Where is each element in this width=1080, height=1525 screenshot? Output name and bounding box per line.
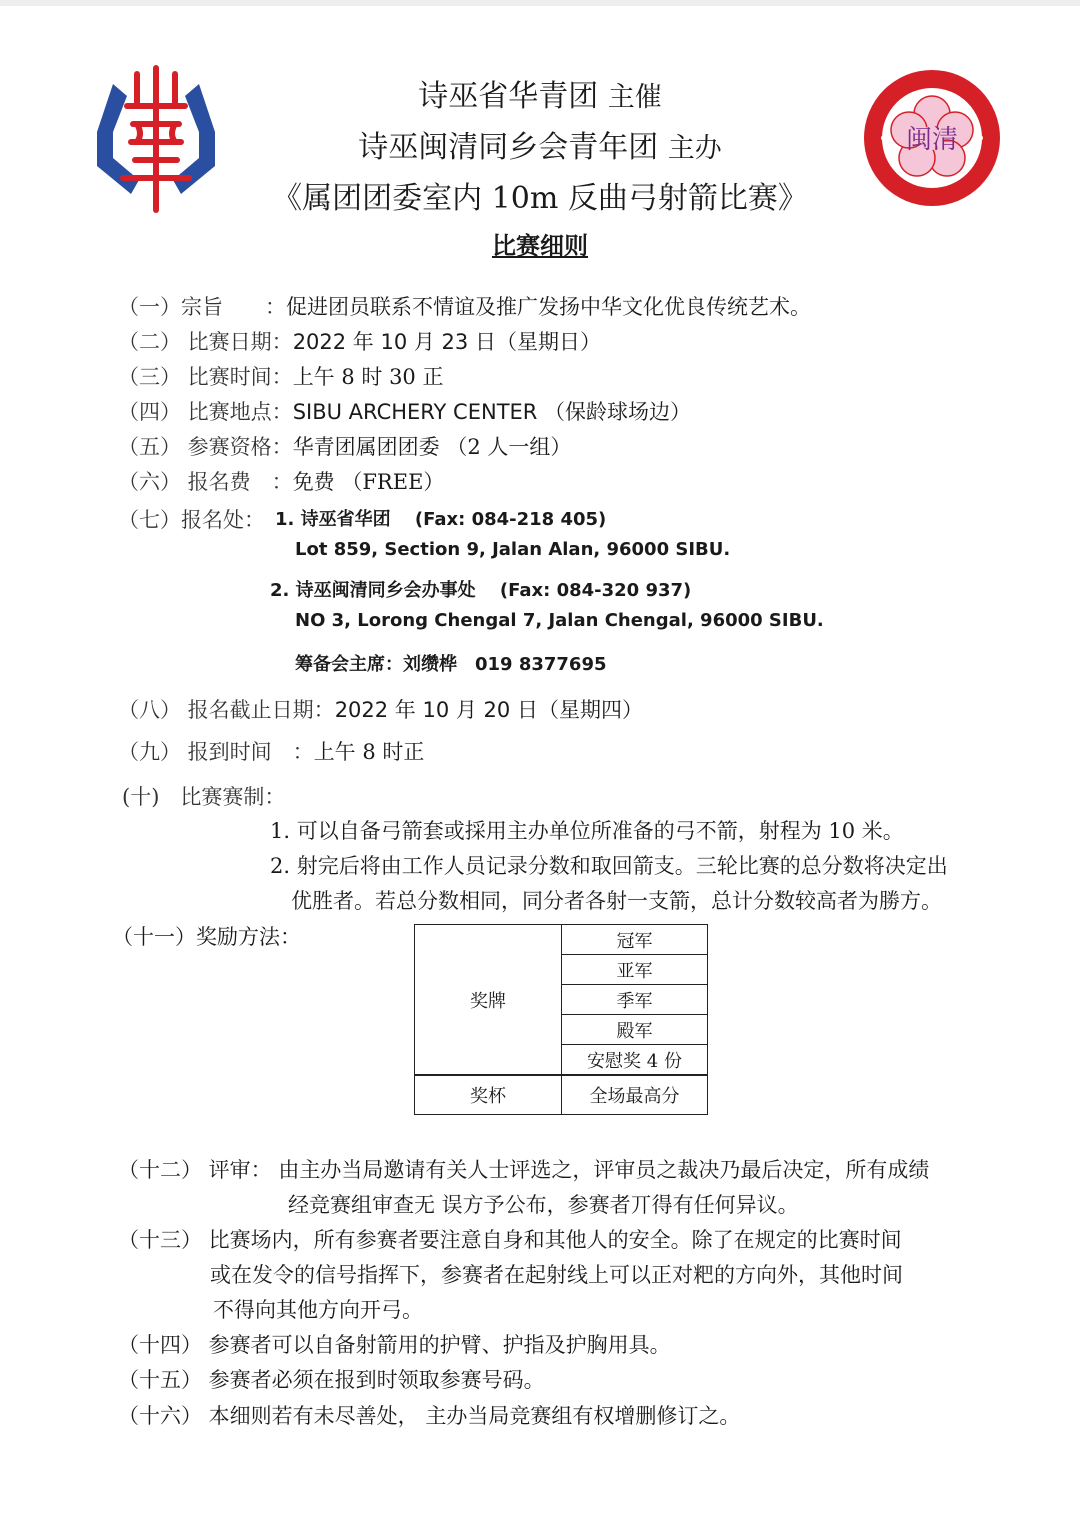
table-row	[415, 925, 708, 955]
document-header	[220, 72, 860, 224]
award-cell: 冠军	[562, 925, 708, 955]
award-cell: 殿军	[562, 1015, 708, 1045]
minqing-association-logo-icon	[862, 68, 1002, 208]
award-cell: 安慰奖 4 份	[562, 1045, 708, 1076]
item-equipment: （十四） 参赛者可以自备射箭用的护臂、护指及护胸用具。	[118, 1333, 671, 1357]
item-venue: （四） 比赛地点：SIBU ARCHERY CENTER （保龄球场边）	[118, 400, 692, 424]
item-awards-label: （十一）奖励方法：	[112, 925, 301, 949]
header-line-organizer: 诗巫省华青团 主催	[418, 79, 662, 114]
registration-address-1: Lot 859, Section 9, Jalan Alan, 96000 SIBU.	[295, 539, 731, 560]
award-cell: 季军	[562, 985, 708, 1015]
item-fee: （六） 报名费 ：免费 （FREE）	[118, 470, 445, 494]
registration-location-1: 1. 诗巫省华团 (Fax: 084-218 405)	[275, 509, 607, 530]
item-purpose: （一）宗旨 ：促进团员联系不情谊及推广发扬中华文化优良传统艺术。	[118, 295, 811, 319]
header-line-host: 诗巫闽清同乡会青年团 主办	[358, 130, 722, 165]
table-row	[415, 1075, 708, 1115]
registration-location-2: 2. 诗巫闽清同乡会办事处 (Fax: 084-320 937)	[270, 580, 692, 601]
item-registration-label: （七）报名处：	[118, 508, 265, 532]
committee-chair: 筹备会主席：刘缵桦 019 8377695	[295, 654, 607, 675]
header-line-event-title: 《属团团委室内 10m 反曲弓射箭比赛》	[272, 181, 808, 216]
item-checkin: （九） 报到时间 ：上午 8 时正	[118, 740, 425, 764]
item-safety-cont-1: 或在发令的信号指挥下，参赛者在起射线上可以正对粑的方向外，其他时间	[210, 1263, 903, 1287]
item-judging: （十二） 评审： 由主办当局邀请有关人士评选之，评审员之裁决乃最后决定，所有成绩	[118, 1158, 930, 1182]
item-safety: （十三） 比赛场内，所有参赛者要注意自身和其他人的安全。除了在规定的比赛时间	[118, 1228, 902, 1252]
item-safety-cont-2: 不得向其他方向开弓。	[213, 1298, 423, 1322]
item-time: （三） 比赛时间：上午 8 时 30 正	[118, 365, 444, 389]
award-cell: 亚军	[562, 955, 708, 985]
awards-table	[414, 924, 708, 1115]
page-subtitle: 比赛细则	[492, 232, 588, 260]
logo-center-text: 闽清	[905, 125, 959, 155]
medal-category: 奖牌	[415, 925, 562, 1076]
format-rule-1: 1. 可以自备弓箭套或採用主办单位所准备的弓不箭，射程为 10 米。	[270, 819, 904, 843]
item-date: （二） 比赛日期：2022 年 10 月 23 日（星期日）	[118, 330, 601, 354]
trophy-category: 奖杯	[415, 1075, 562, 1115]
item-amendment: （十六） 本细则若有未尽善处， 主办当局竞赛组有权增删修订之。	[118, 1404, 741, 1428]
item-format: (十) 比赛赛制：	[122, 785, 286, 809]
item-bib: （十五） 参赛者必须在报到时领取参赛号码。	[118, 1368, 545, 1392]
item-judging-cont: 经竞赛组审查无 误方予公布，参赛者丌得有任何异议。	[288, 1193, 799, 1217]
award-cell: 全场最高分	[562, 1075, 708, 1115]
huaqing-logo-icon	[93, 62, 219, 216]
item-eligibility: （五） 参赛资格：华青团属团团委 （2 人一组）	[118, 435, 572, 459]
item-deadline: （八） 报名截止日期：2022 年 10 月 20 日（星期四）	[118, 698, 643, 722]
format-rule-2: 2. 射完后将由工作人员记录分数和取回箭支。三轮比赛的总分数将决定出	[270, 854, 948, 878]
top-bar	[0, 0, 1080, 6]
registration-address-2: NO 3, Lorong Chengal 7, Jalan Chengal, 96000 SIBU.	[295, 610, 824, 631]
format-rule-2-cont: 优胜者。若总分数相同，同分者各射一支箭，总计分数较高者为勝方。	[291, 889, 942, 913]
